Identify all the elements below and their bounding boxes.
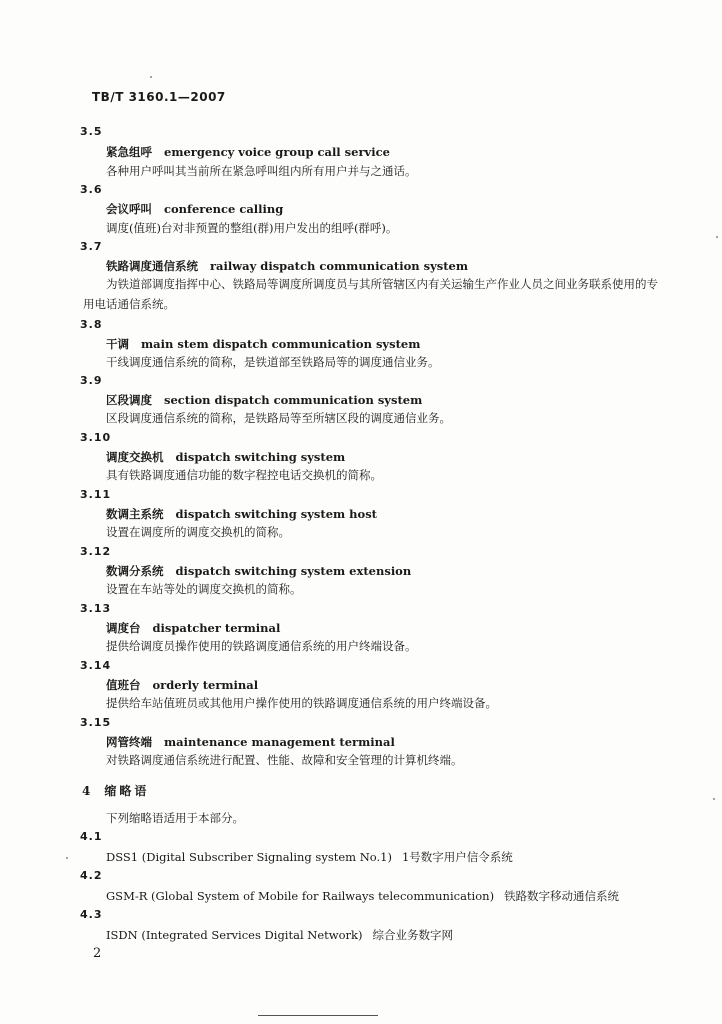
term-number: 3.8 bbox=[80, 318, 103, 331]
term-number: 3.6 bbox=[80, 183, 103, 196]
term-heading bbox=[106, 449, 345, 465]
term-definition: 设置在调度所的调度交换机的简称。 bbox=[106, 525, 290, 539]
section-heading bbox=[82, 782, 149, 799]
term-number: 3.14 bbox=[80, 659, 112, 672]
term-chinese: 调度台 bbox=[106, 621, 141, 635]
scan-speck bbox=[66, 857, 68, 859]
abbreviation-term: ISDN (Integrated Services Digital Network) bbox=[106, 928, 363, 942]
term-number: 3.11 bbox=[80, 488, 112, 501]
scan-speck bbox=[716, 236, 718, 238]
term-chinese: 区段调度 bbox=[106, 393, 152, 407]
term-english: maintenance management terminal bbox=[164, 735, 395, 749]
term-chinese: 网管终端 bbox=[106, 735, 152, 749]
term-definition: 干线调度通信系统的简称，是铁道部至铁路局等的调度通信业务。 bbox=[106, 355, 440, 369]
term-heading bbox=[106, 677, 258, 693]
term-english: dispatcher terminal bbox=[152, 621, 281, 635]
term-english: emergency voice group call service bbox=[164, 145, 390, 159]
abbreviation-entry bbox=[106, 849, 513, 865]
scan-speck bbox=[150, 76, 152, 78]
term-chinese: 紧急组呼 bbox=[106, 145, 152, 159]
term-number: 3.9 bbox=[80, 374, 103, 387]
abbreviation-chinese: 综合业务数字网 bbox=[372, 928, 453, 942]
abbreviation-term: GSM-R (Global System of Mobile for Railways telecommunication) bbox=[106, 889, 495, 903]
term-english: orderly terminal bbox=[152, 678, 259, 692]
term-heading bbox=[106, 144, 390, 160]
abbreviation-number: 4.1 bbox=[80, 830, 103, 843]
term-english: conference calling bbox=[164, 202, 284, 216]
abbreviation-chinese: 1号数字用户信令系统 bbox=[401, 850, 513, 864]
term-number: 3.12 bbox=[80, 545, 112, 558]
term-chinese: 铁路调度通信系统 bbox=[106, 259, 198, 273]
term-number: 3.5 bbox=[80, 125, 103, 138]
term-heading bbox=[106, 563, 411, 579]
term-chinese: 数调主系统 bbox=[106, 507, 164, 521]
term-definition: 具有铁路调度通信功能的数字程控电话交换机的简称。 bbox=[106, 468, 382, 482]
term-english: dispatch switching system host bbox=[175, 507, 377, 521]
abbreviation-entry bbox=[106, 927, 453, 943]
term-definition: 提供给车站值班员或其他用户操作使用的铁路调度通信系统的用户终端设备。 bbox=[106, 696, 497, 710]
scan-footer-line bbox=[258, 1015, 378, 1016]
term-english: dispatch switching system bbox=[175, 450, 346, 464]
term-definition: 提供给调度员操作使用的铁路调度通信系统的用户终端设备。 bbox=[106, 639, 417, 653]
term-number: 3.10 bbox=[80, 431, 112, 444]
document-id-header: TB/T 3160.1—2007 bbox=[92, 90, 226, 104]
term-definition: 调度(值班)台对非预置的整组(群)用户发出的组呼(群呼)。 bbox=[106, 221, 398, 235]
term-chinese: 数调分系统 bbox=[106, 564, 164, 578]
term-number: 3.13 bbox=[80, 602, 112, 615]
abbreviation-entry bbox=[106, 888, 619, 904]
term-heading bbox=[106, 336, 420, 352]
term-heading bbox=[106, 734, 395, 750]
term-chinese: 值班台 bbox=[106, 678, 141, 692]
term-english: railway dispatch communication system bbox=[210, 259, 469, 273]
term-definition: 对铁路调度通信系统进行配置、性能、故障和安全管理的计算机终端。 bbox=[106, 753, 463, 767]
term-heading bbox=[106, 506, 377, 522]
term-chinese: 调度交换机 bbox=[106, 450, 164, 464]
abbreviation-number: 4.2 bbox=[80, 869, 103, 882]
section-intro: 下列缩略语适用于本部分。 bbox=[106, 811, 244, 825]
term-english: dispatch switching system extension bbox=[175, 564, 412, 578]
term-english: main stem dispatch communication system bbox=[141, 337, 421, 351]
term-definition: 设置在车站等处的调度交换机的简称。 bbox=[106, 582, 302, 596]
term-heading bbox=[106, 392, 422, 408]
section-title: 缩略语 bbox=[104, 784, 150, 798]
abbreviation-term: DSS1 (Digital Subscriber Signaling system No.1) bbox=[106, 850, 392, 864]
term-heading bbox=[106, 201, 283, 217]
term-definition: 区段调度通信系统的简称，是铁路局等至所辖区段的调度通信业务。 bbox=[106, 411, 451, 425]
term-heading bbox=[106, 258, 468, 274]
term-chinese: 干调 bbox=[106, 337, 129, 351]
term-definition: 各种用户呼叫其当前所在紧急呼叫组内所有用户并与之通话。 bbox=[106, 164, 417, 178]
term-chinese: 会议呼叫 bbox=[106, 202, 152, 216]
term-definition: 为铁道部调度指挥中心、铁路局等调度所调度员与其所管辖区内有关运输生产作业人员之间业务联系使用的专用电话通信系统。 bbox=[83, 277, 658, 311]
section-number: 4 bbox=[82, 784, 91, 798]
abbreviation-number: 4.3 bbox=[80, 908, 103, 921]
scan-speck bbox=[713, 798, 715, 800]
page-number: 2 bbox=[93, 946, 102, 961]
term-english: section dispatch communication system bbox=[164, 393, 423, 407]
abbreviation-chinese: 铁路数字移动通信系统 bbox=[504, 889, 620, 903]
term-number: 3.15 bbox=[80, 716, 112, 729]
term-heading bbox=[106, 620, 280, 636]
term-number: 3.7 bbox=[80, 240, 103, 253]
